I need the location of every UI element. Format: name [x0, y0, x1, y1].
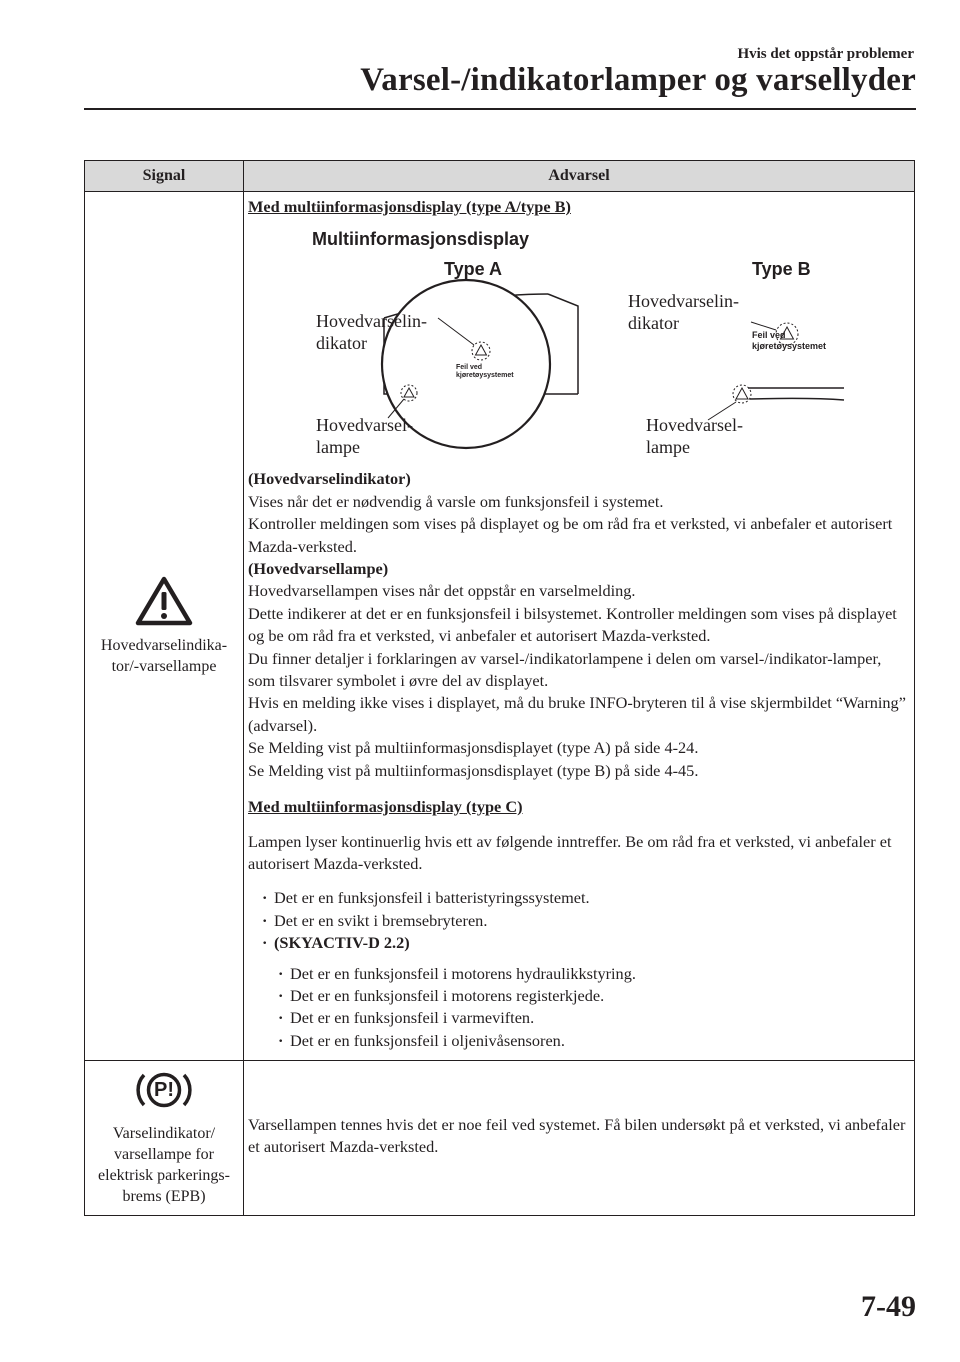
table-row	[85, 1061, 915, 1216]
list-item: · Det er en funksjonsfeil i motorens hydraulikkstyring.	[276, 963, 908, 985]
signal-cell	[85, 1061, 244, 1216]
type-b-label: Type B	[752, 259, 811, 280]
column-header-signal: Signal	[85, 161, 244, 192]
list-item: · Det er en funksjonsfeil i varmeviften.	[276, 1007, 908, 1029]
signal-label: Hovedvarselindika-tor/-varsellampe	[100, 637, 228, 676]
display-figure	[248, 218, 868, 468]
parking-brake-warning-icon	[133, 1067, 195, 1113]
label-indicator-type-a: Hovedvarselin- dikator	[316, 311, 427, 354]
master-warning-icon	[85, 575, 243, 627]
warning-cell	[244, 192, 915, 1061]
list-item: · (SKYACTIV-D 2.2)	[260, 932, 908, 954]
signal-label: Varselindikator/ varsellampe for elektrisk parkerings-brems (EPB)	[98, 1125, 230, 1206]
text-line: Dette indikerer at det er en funksjonsfeil i bilsystemet. Kontroller meldingen som vises på displayet og be om råd fra et verksted, vi anbefaler et autorisert Mazda-verksted.	[248, 603, 897, 646]
signal-cell	[85, 192, 244, 1061]
table-row	[85, 192, 915, 1061]
page-title: Varsel-/indikatorlamper og varsellyder	[360, 62, 916, 98]
fault-sub-list	[276, 963, 908, 1053]
warning-cell	[244, 1061, 915, 1216]
table-header-row	[85, 161, 915, 192]
list-item: · Det er en funksjonsfeil i oljenivåsensoren.	[276, 1030, 908, 1052]
text-line: Kontroller meldingen som vises på displayet og be om råd fra et verksted, vi anbefaler et autorisert Mazda-verksted.	[248, 514, 893, 556]
icon-text: P!	[154, 1079, 174, 1102]
text-line: Du finner detaljer i forklaringen av varsel-/indikatorlampene i delen om varsel-/indikator-lamper, som tilsvarer symbolet i øvre del av displayet.	[248, 648, 882, 691]
figure-title: Multiinformasjonsdisplay	[312, 229, 530, 250]
page-reference: Se Melding vist på multiinformasjonsdisplayet (type A) på side 4-24.	[248, 738, 699, 758]
list-item: · Det er en funksjonsfeil i batteristyringssystemet.	[260, 887, 908, 909]
column-header-warning: Advarsel	[244, 161, 915, 192]
heading-type-ab: Med multiinformasjonsdisplay (type A/type B)	[248, 197, 571, 216]
message-type-a: Feil ved kjøretøysystemet	[456, 364, 514, 380]
epb-text: Varsellampen tennes hvis det er noe feil ved systemet. Få bilen undersøkt på et verksted, vi anbefaler et autorisert Mazda-verksted.	[248, 1114, 906, 1157]
page-number: 7-49	[861, 1290, 916, 1323]
title-rule	[84, 108, 916, 110]
label-lamp-type-b: Hovedvarsel- lampe	[646, 415, 743, 458]
section-subtitle: Hvis det oppstår problemer	[737, 46, 914, 62]
text-line: Hovedvarsellampen vises når det oppstår en varselmelding.	[248, 581, 636, 601]
text-line: Hvis en melding ikke vises i displayet, må du bruke INFO-bryteren til å vise skjermbildet “Warning” (advarsel).	[248, 693, 906, 735]
indicator-heading: (Hovedvarselindikator)	[248, 469, 411, 489]
list-item: · Det er en svikt i bremsebryteren.	[260, 910, 908, 932]
page-reference: Se Melding vist på multiinformasjonsdisplayet (type B) på side 4-45.	[248, 760, 699, 780]
warning-lamp-table	[84, 160, 915, 1216]
type-c-text: Lampen lyser kontinuerlig hvis ett av følgende inntreffer. Be om råd fra et verksted, vi anbefaler et autorisert Mazda-verksted.	[248, 831, 892, 873]
fault-list	[260, 887, 908, 954]
lamp-heading: (Hovedvarsellampe)	[248, 559, 389, 579]
heading-type-c: Med multiinformasjonsdisplay (type C)	[248, 797, 523, 817]
type-a-label: Type A	[444, 259, 503, 280]
label-indicator-type-b: Hovedvarselin- dikator	[628, 291, 739, 334]
message-type-b: Feil ved kjøretøysystemet	[752, 330, 827, 352]
text-line: Vises når det er nødvendig å varsle om funksjonsfeil i systemet.	[248, 491, 664, 511]
label-lamp-type-a: Hovedvarsel- lampe	[316, 415, 413, 458]
list-item: · Det er en funksjonsfeil i motorens registerkjede.	[276, 985, 908, 1007]
